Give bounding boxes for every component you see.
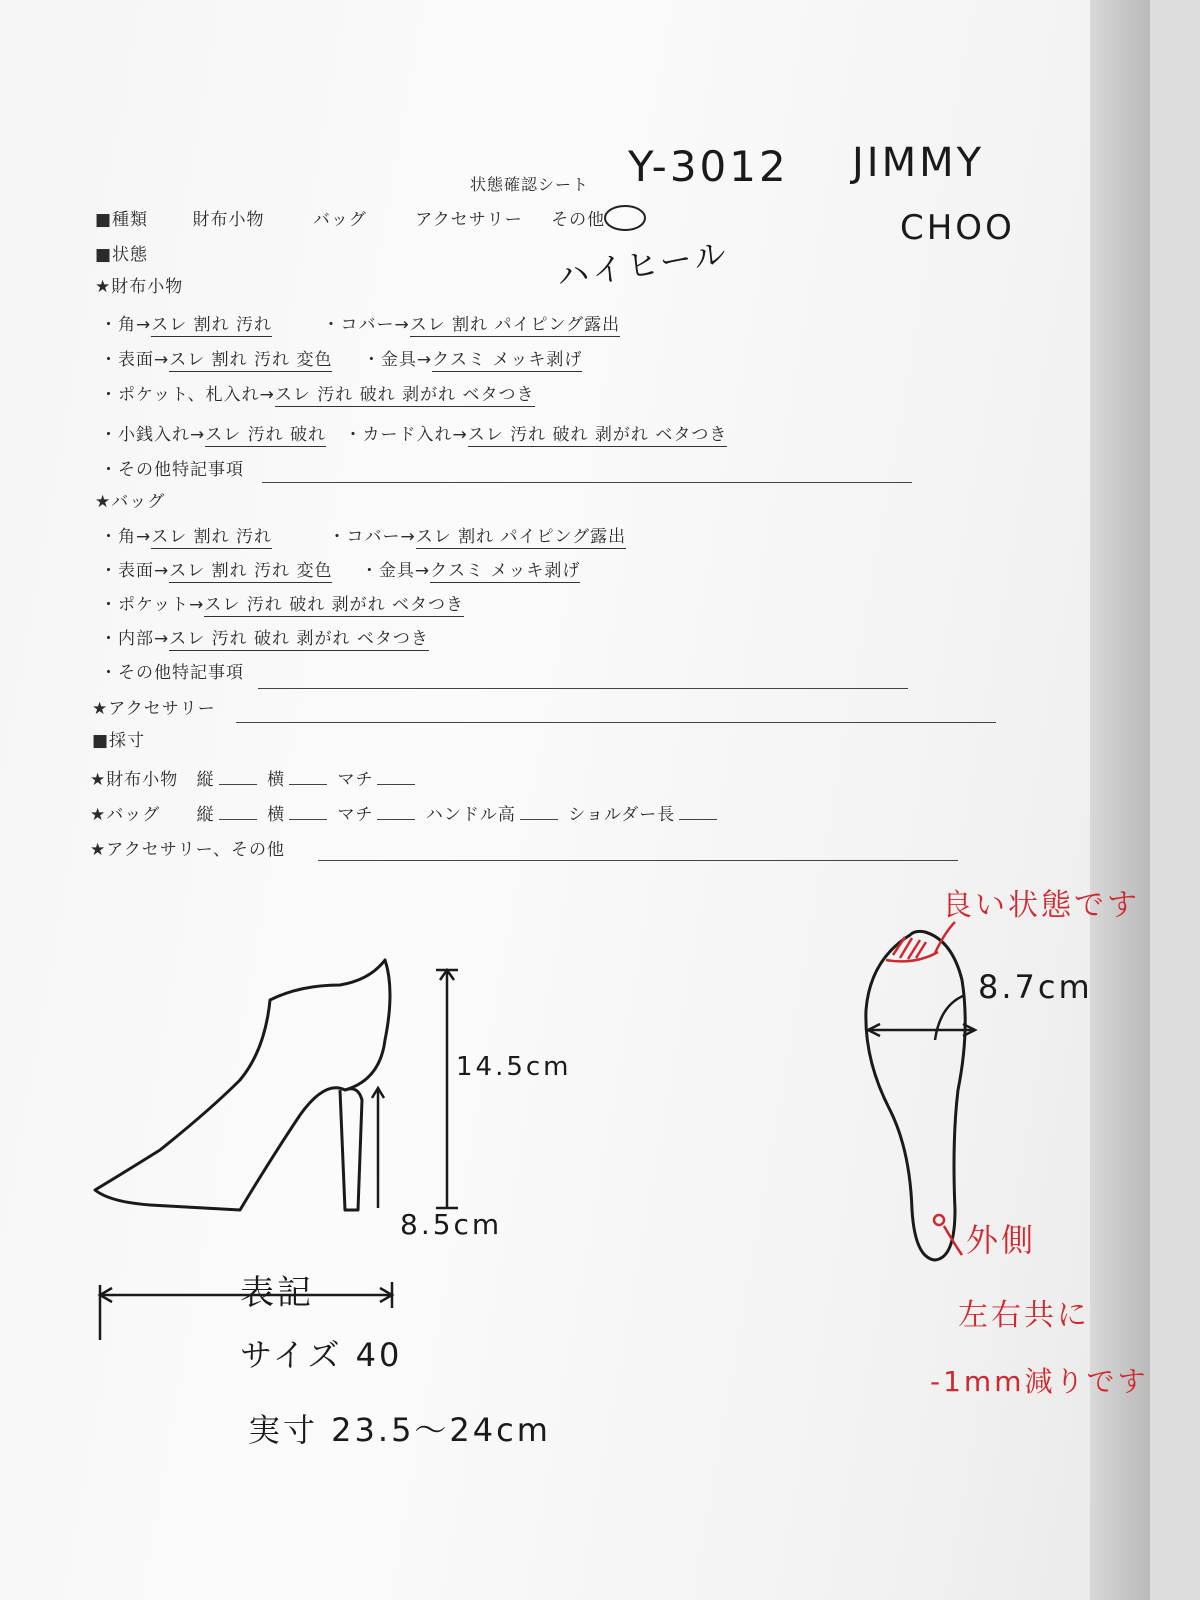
- wallet-surface-label: ・表面→: [100, 350, 170, 370]
- measure-wallet-gusset: マチ: [337, 770, 374, 790]
- wallet-hardware-items: クスミ メッキ剥げ: [432, 350, 583, 370]
- bag-surface-items: スレ 割れ 汚れ 変色: [169, 561, 333, 581]
- handwritten-size-label-1: 表記: [240, 1273, 314, 1313]
- wallet-heading: ★財布小物: [95, 277, 184, 297]
- type-label: ■種類: [95, 210, 149, 230]
- measure-wallet-width: 横: [267, 770, 286, 790]
- handwritten-item-code: Y-3012: [628, 142, 789, 191]
- bag-interior-label: ・内部→: [100, 629, 170, 649]
- sole-wear-marks: [886, 922, 962, 1255]
- accessory-heading: ★アクセサリー: [92, 699, 216, 719]
- handwritten-red-both-sides: 左右共に: [958, 1298, 1090, 1333]
- wallet-coin-items: スレ 汚れ 破れ: [205, 425, 327, 445]
- type-option-bag: バッグ: [312, 210, 367, 230]
- handwritten-heel-height: 8.5cm: [400, 1208, 503, 1241]
- wallet-card-label: ・カード入れ→: [344, 425, 468, 445]
- measure-other-label: ★アクセサリー、その他: [90, 840, 286, 860]
- sheet-circle-mark: [605, 206, 645, 230]
- sheet-title: 状態確認シート: [470, 175, 590, 194]
- measure-bag-gusset: マチ: [337, 805, 374, 825]
- shoe-sole-sketch: [866, 931, 965, 1260]
- wallet-edge-label: ・コバー→: [322, 315, 410, 335]
- handwritten-brand-line2: CHOO: [900, 208, 1015, 248]
- bag-interior-items: スレ 汚れ 破れ 剥がれ ベタつき: [169, 629, 429, 649]
- handwritten-category: ハイヒール: [554, 234, 732, 296]
- measure-wallet-label: ★財布小物: [90, 770, 179, 790]
- bag-surface-label: ・表面→: [100, 561, 170, 581]
- sole-width-arrow: [868, 995, 975, 1040]
- wallet-pocket-label: ・ポケット、札入れ→: [100, 385, 275, 405]
- bag-other-notes-label: ・その他特記事項: [100, 663, 244, 683]
- shoe-height-arrow: [372, 970, 458, 1208]
- bag-edge-items: スレ 割れ パイピング露出: [415, 527, 627, 547]
- handwritten-brand-line1: JIMMY: [852, 140, 985, 186]
- wallet-surface-items: スレ 割れ 汚れ 変色: [169, 350, 333, 370]
- handwritten-actual-size: 実寸 23.5～24cm: [248, 1411, 551, 1449]
- wallet-hardware-label: ・金具→: [362, 350, 433, 370]
- shoe-length-arrow: [100, 1282, 392, 1340]
- handwritten-size-label-2: サイズ 40: [240, 1336, 403, 1374]
- measure-bag-label: ★バッグ: [90, 805, 161, 825]
- handwritten-red-good-condition: 良い状態です: [942, 888, 1140, 923]
- bag-pocket-label: ・ポケット→: [100, 595, 205, 615]
- bag-hardware-label: ・金具→: [360, 561, 431, 581]
- wallet-edge-items: スレ 割れ パイピング露出: [409, 315, 621, 335]
- handwritten-red-wear-note: -1mm減りです: [930, 1365, 1149, 1398]
- wallet-pocket-items: スレ 汚れ 破れ 剥がれ ベタつき: [274, 385, 535, 405]
- wallet-corner-items: スレ 割れ 汚れ: [151, 315, 273, 335]
- measure-heading: ■採寸: [92, 731, 146, 751]
- type-option-other: その他: [551, 210, 606, 230]
- wallet-coin-label: ・小銭入れ→: [100, 425, 206, 445]
- measure-bag-shoulder-length: ショルダー長: [568, 805, 676, 825]
- measure-bag-width: 横: [267, 805, 286, 825]
- wallet-card-items: スレ 汚れ 破れ 剥がれ ベタつき: [467, 425, 728, 445]
- bag-hardware-items: クスミ メッキ剥げ: [430, 561, 581, 581]
- type-option-accessory: アクセサリー: [415, 210, 523, 230]
- measure-bag-length: 縦: [196, 805, 215, 825]
- condition-label: ■状態: [95, 245, 149, 265]
- bag-corner-label: ・角→: [100, 527, 152, 547]
- measure-bag-handle-height: ハンドル高: [425, 805, 516, 825]
- type-option-wallet: 財布小物: [192, 210, 265, 230]
- wallet-other-notes-label: ・その他特記事項: [100, 460, 244, 480]
- measure-wallet-length: 縦: [196, 770, 215, 790]
- shoe-side-sketch: [95, 960, 390, 1210]
- handwritten-width: 8.7cm: [978, 968, 1093, 1006]
- handwritten-total-height: 14.5cm: [456, 1052, 572, 1082]
- bag-pocket-items: スレ 汚れ 破れ 剥がれ ベタつき: [204, 595, 465, 615]
- bag-heading: ★バッグ: [95, 492, 166, 512]
- bag-corner-items: スレ 割れ 汚れ: [151, 527, 273, 547]
- handwritten-red-outside: 外側: [966, 1221, 1037, 1259]
- wallet-corner-label: ・角→: [100, 315, 152, 335]
- bag-edge-label: ・コバー→: [328, 527, 416, 547]
